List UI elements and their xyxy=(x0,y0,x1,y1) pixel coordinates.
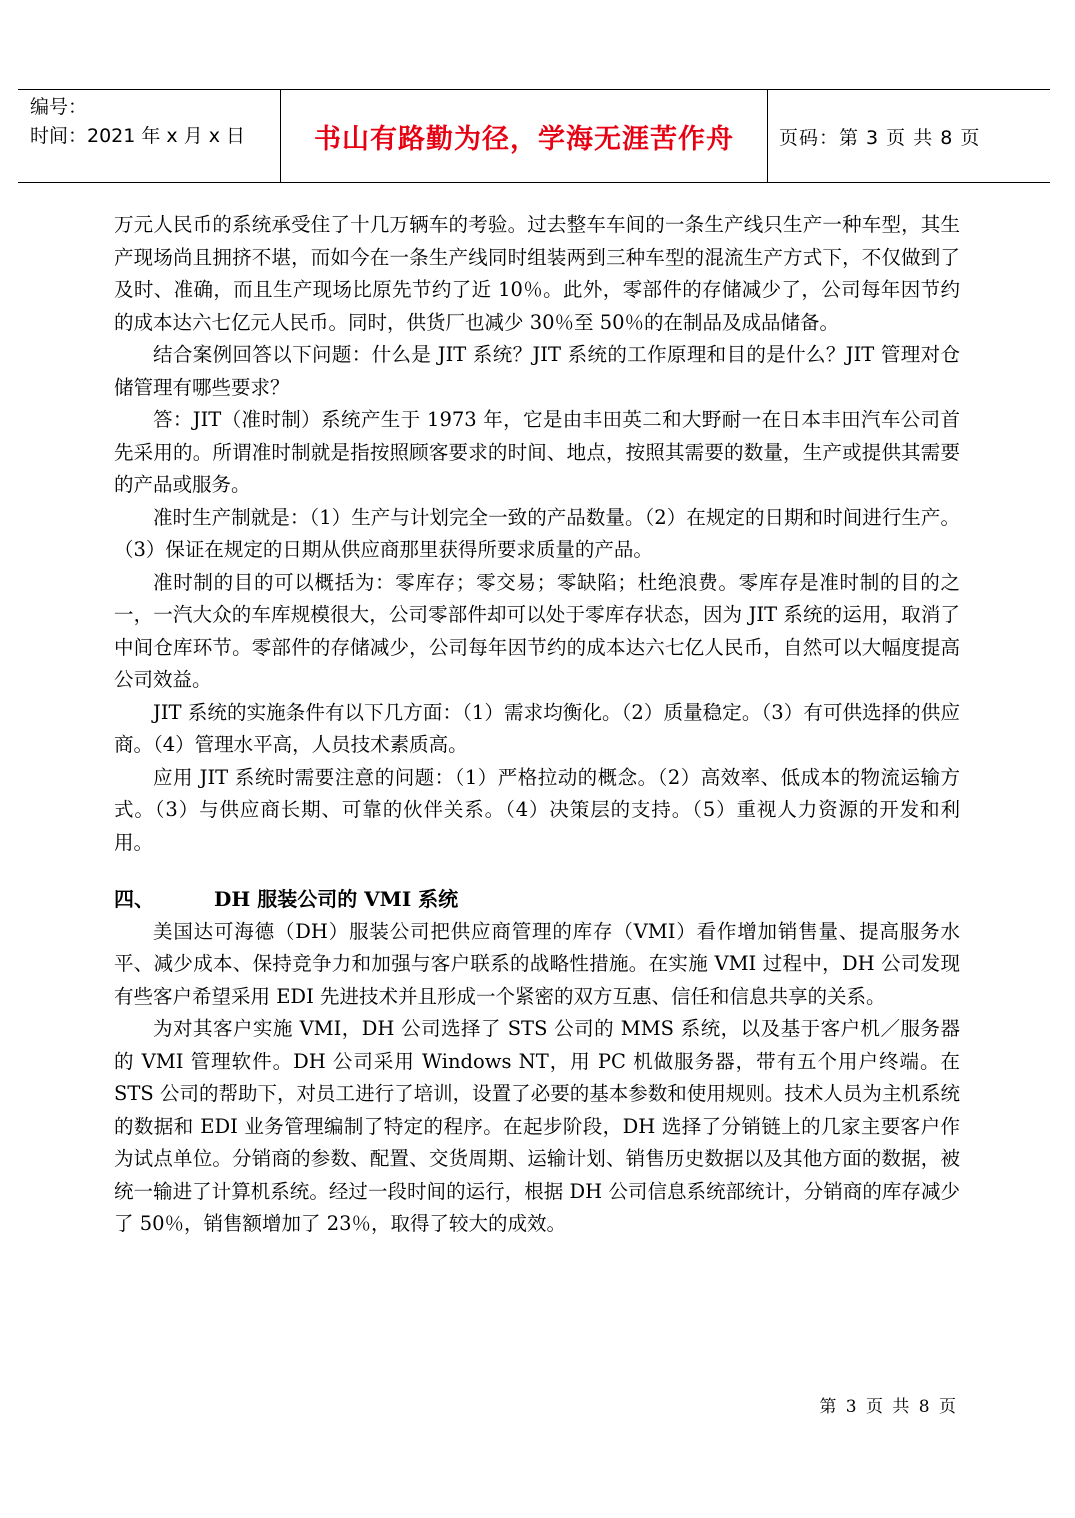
paragraph: 为对其客户实施 VMI，DH 公司选择了 STS 公司的 MMS 系统，以及基于客户机／服务器的 VMI 管理软件。DH 公司采用 Windows NT，用 PC 机做服务器，带有五个用户终端。在 STS 公司的帮助下，对员工进行了培训，设置了必要的基本参数和使用规则。技术人员为主机系统的数据和 EDI 业务管理编制了特定的程序。在起步阶段，DH 选择了分销链上的几家主要客户作为试点单位。分销商的参数、配置、交货周期、运输计划、销售历史数据以及其他方面的数据，被统一输进了计算机系统。经过一段时间的运行，根据 DH 公司信息系统部统计，分销商的库存减少了 50％，销售额增加了 23％，取得了较大的成效。 xyxy=(114,1017,960,1235)
section-number: 四、 xyxy=(114,887,154,911)
header-meta xyxy=(18,90,281,182)
section-heading xyxy=(114,883,960,916)
paragraph: 美国达可海德（DH）服装公司把供应商管理的库存（VMI）看作增加销售量、提高服务水平、减少成本、保持竞争力和加强与客户联系的战略性措施。在实施 VMI 过程中，DH 公司发现有些客户希望采用 EDI 先进技术并且形成一个紧密的双方互惠、信任和信息共享的关系。 xyxy=(114,919,960,1008)
paragraph: 准时制的目的可以概括为：零库存；零交易；零缺陷；杜绝浪费。零库存是准时制的目的之一，一汽大众的车库规模很大，公司零部件却可以处于零库存状态，因为 JIT 系统的运用，取消了中间仓库环节。零部件的存储减少，公司每年因节约的成本达六七亿人民币，自然可以大幅度提高公司效益。 xyxy=(114,570,960,691)
page-header xyxy=(18,89,1050,183)
header-motto: 书山有路勤为径，学海无涯苦作舟 xyxy=(281,90,768,182)
section-title: DH 服装公司的 VMI 系统 xyxy=(214,887,459,911)
paragraph: 万元人民币的系统承受住了十几万辆车的考验。过去整车车间的一条生产线只生产一种车型，其生产现场尚且拥挤不堪，而如今在一条生产线同时组装两到三种车型的混流生产方式下，不仅做到了及时、准确，而且生产现场比原先节约了近 10％。此外，零部件的存储减少了，公司每年因节约的成本达六七亿元人民币。同时，供货厂也减少 30％至 50％的在制品及成品储备。 xyxy=(114,213,960,334)
paragraph: 准时生产制就是：（1）生产与计划完全一致的产品数量。（2）在规定的日期和时间进行生产。（3）保证在规定的日期从供应商那里获得所要求质量的产品。 xyxy=(114,505,960,561)
paragraph-question: 结合案例回答以下问题：什么是 JIT 系统？JIT 系统的工作原理和目的是什么？JIT 管理对仓储管理有哪些要求？ xyxy=(114,343,960,399)
paragraph-answer: 答：JIT（准时制）系统产生于 1973 年，它是由丰田英二和大野耐一在日本丰田汽车公司首先采用的。所谓准时制就是指按照顾客要求的时间、地点，按照其需要的数量，生产或提供其需要的产品或服务。 xyxy=(114,408,960,496)
header-page-info: 页码：第 3 页 共 8 页 xyxy=(779,126,981,149)
paragraph: 应用 JIT 系统时需要注意的问题：（1）严格拉动的概念。（2）高效率、低成本的物流运输方式。（3）与供应商长期、可靠的伙伴关系。（4）决策层的支持。（5）重视人力资源的开发和利用。 xyxy=(114,765,960,854)
document-date: 时间：2021 年 x 月 x 日 xyxy=(30,125,246,147)
page-footer: 第 3 页 共 8 页 xyxy=(819,1397,958,1417)
paragraph: JIT 系统的实施条件有以下几方面：（1）需求均衡化。（2）质量稳定。（3）有可供选择的供应商。（4）管理水平高，人员技术素质高。 xyxy=(114,700,960,756)
document-number-label: 编号： xyxy=(30,96,88,118)
document-body xyxy=(114,209,960,1241)
